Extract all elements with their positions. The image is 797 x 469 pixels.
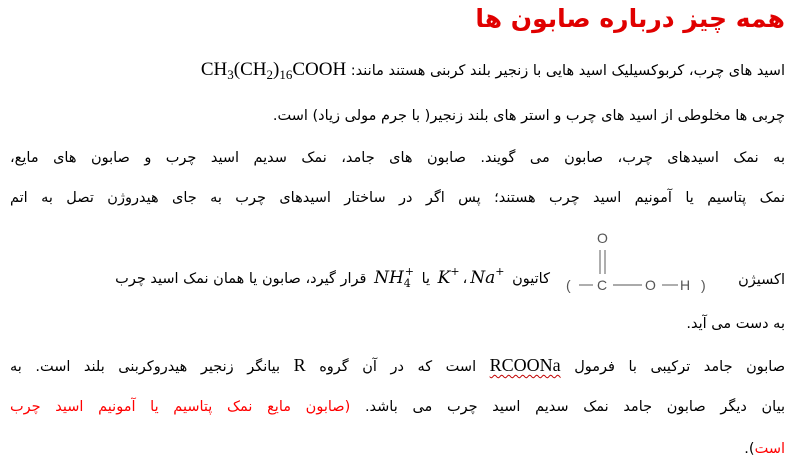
carboxyl-open-paren: ( [566, 277, 571, 293]
paragraph-fatty-acids-line-1 [10, 60, 785, 81]
closing-paren: ). [744, 441, 755, 457]
paragraph-soaps-line-1: به نمک اسیدهای چرب، صابون می گویند. صابون های جامد، نمک سدیم اسید چرب و صابون های مایع، [10, 150, 785, 166]
solid-soap-restatement: بیان دیگر صابون جامد نمک سدیم اسید چرب می باشد. [364, 399, 786, 415]
carboxyl-oxygen: O [645, 277, 656, 293]
ammonium-ion: $NH_4^+$ [374, 265, 414, 290]
liquid-soap-note-end: است [754, 441, 785, 457]
carboxyl-hydrogen: H [680, 277, 691, 293]
oxygen-word: اکسیژن [738, 272, 785, 288]
solid-soap-intro: صابون جامد ترکیبی با فرمول [574, 359, 786, 375]
page-title: همه چیز درباره صابون ها [475, 4, 785, 33]
solid-soap-text-1: است که در آن گروه [319, 359, 477, 375]
carboxyl-double-bond-oxygen: O [597, 230, 608, 246]
sodium-ion: Na+ [470, 265, 505, 288]
ion-separator: ، [462, 271, 468, 287]
paragraph-solid-soap-line-3 [10, 439, 785, 459]
fatty-acid-definition: اسید های چرب، کربوکسیلیک اسید هایی با زنجیر بلند کربنی هستند مانند: [350, 63, 785, 79]
carboxyl-carbon: C [597, 277, 608, 293]
soap-formation-text: قرار گیرد، صابون یا همان نمک اسید چرب [115, 271, 367, 287]
stearic-acid-formula: $CH_3(CH_2)_{16}COOH$ [200, 59, 347, 82]
paragraph-solid-soap-line-2 [10, 397, 785, 417]
carboxyl-close-paren: ) [701, 277, 706, 293]
carboxyl-group-structure [566, 226, 710, 298]
cation-word: کاتیون [512, 271, 550, 287]
or-word: یا [421, 271, 431, 287]
paragraph-soaps-line-4: به دست می آید. [686, 316, 785, 332]
liquid-soap-note: (صابون مایع نمک پتاسیم یا آمونیم اسید چرب [10, 399, 351, 415]
r-group-letter: R [293, 355, 306, 375]
paragraph-soaps-line-3 [12, 265, 550, 290]
solid-soap-formula: RCOONa [489, 355, 561, 375]
potassium-ion: K+ [437, 265, 460, 288]
paragraph-soaps-line-2: نمک پتاسیم یا آمونیم اسید چرب هستند؛ پس اگر در ساختار اسیدهای چرب به جای هیدروژن تصل به اتم [10, 190, 785, 206]
solid-soap-text-2: بیانگر زنجیر هیدروکربنی بلند است. به [10, 359, 281, 375]
paragraph-fats-definition: چربی ها مخلوطی از اسید های چرب و استر های بلند زنجیر( با جرم مولی زیاد) است. [272, 108, 785, 124]
paragraph-solid-soap-line-1 [10, 355, 785, 377]
